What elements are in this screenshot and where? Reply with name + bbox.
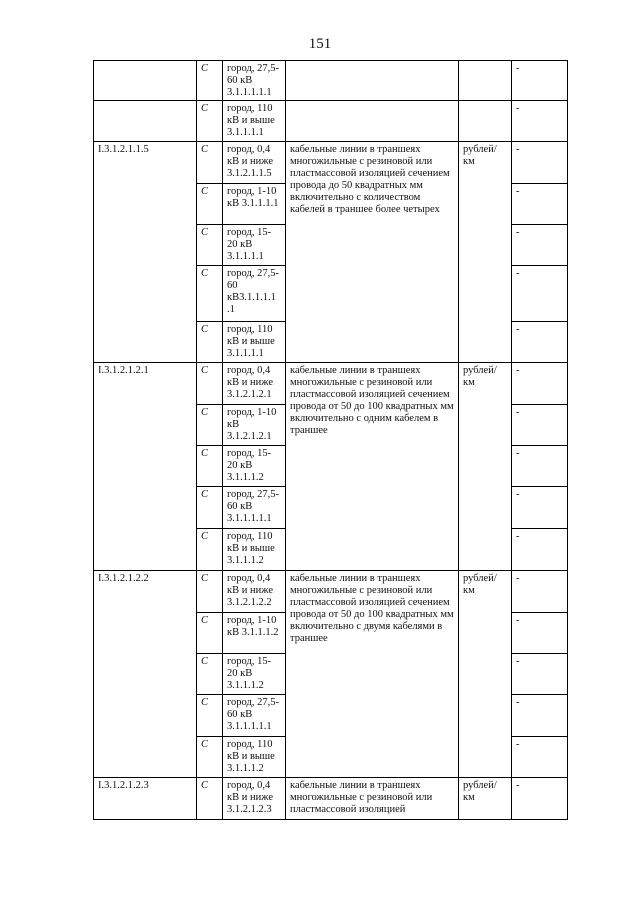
table-body xyxy=(94,61,568,820)
category-letter: С xyxy=(197,613,223,654)
value-cell: - xyxy=(512,446,568,487)
item-description xyxy=(286,61,459,101)
category-letter: С xyxy=(197,487,223,529)
unit-of-measure: рублей/ км xyxy=(459,142,512,363)
table-row xyxy=(94,571,568,613)
unit-of-measure: рублей/ км xyxy=(459,363,512,571)
category-letter: С xyxy=(197,266,223,322)
voltage-class: город, 27,5-60 кВ 3.1.1.1.1.1 xyxy=(223,61,286,101)
table-row xyxy=(94,363,568,405)
value-cell: - xyxy=(512,405,568,446)
item-code: I.3.1.2.1.2.3 xyxy=(94,778,197,820)
item-code: I.3.1.2.1.2.1 xyxy=(94,363,197,571)
value-cell: - xyxy=(512,613,568,654)
unit-of-measure xyxy=(459,61,512,101)
unit-of-measure xyxy=(459,101,512,142)
category-letter: С xyxy=(197,405,223,446)
value-cell: - xyxy=(512,695,568,737)
item-description xyxy=(286,101,459,142)
voltage-class: город, 0,4 кВ и ниже 3.1.2.1.2.3 xyxy=(223,778,286,820)
item-code: I.3.1.2.1.2.2 xyxy=(94,571,197,778)
value-cell: - xyxy=(512,322,568,363)
value-cell: - xyxy=(512,266,568,322)
unit-of-measure: рублей/ км xyxy=(459,778,512,820)
category-letter: С xyxy=(197,142,223,184)
table-row xyxy=(94,61,568,101)
value-cell: - xyxy=(512,61,568,101)
unit-of-measure: рублей/ км xyxy=(459,571,512,778)
category-letter: С xyxy=(197,225,223,266)
item-description: кабельные линии в траншеях многожильные с резиновой или пластмассовой изоляцией сечением провода от 50 до 100 квадратных мм включительно с одним кабелем в траншее xyxy=(286,363,459,571)
voltage-class: город, 0,4 кВ и ниже 3.1.2.1.1.5 xyxy=(223,142,286,184)
voltage-class: город, 27,5-60 кВ 3.1.1.1.1.1 xyxy=(223,695,286,737)
table-row xyxy=(94,778,568,820)
item-description: кабельные линии в траншеях многожильные с резиновой или пластмассовой изоляцией сечением провода от 50 до 100 квадратных мм включительно с двумя кабелями в траншее xyxy=(286,571,459,778)
voltage-class: город, 15-20 кВ 3.1.1.1.2 xyxy=(223,654,286,695)
voltage-class: город, 1-10 кВ 3.1.1.1.2 xyxy=(223,613,286,654)
item-description: кабельные линии в траншеях многожильные с резиновой или пластмассовой изоляцией сечением провода до 50 квадратных мм включительно с количеством кабелей в траншее более четырех xyxy=(286,142,459,363)
category-letter: С xyxy=(197,101,223,142)
voltage-class: город, 110 кВ и выше 3.1.1.1.1 xyxy=(223,322,286,363)
table-row xyxy=(94,101,568,142)
category-letter: С xyxy=(197,654,223,695)
value-cell: - xyxy=(512,571,568,613)
category-letter: С xyxy=(197,363,223,405)
voltage-class: город, 110 кВ и выше 3.1.1.1.1 xyxy=(223,101,286,142)
value-cell: - xyxy=(512,487,568,529)
voltage-class: город, 15-20 кВ 3.1.1.1.2 xyxy=(223,446,286,487)
category-letter: С xyxy=(197,737,223,778)
category-letter: С xyxy=(197,61,223,101)
voltage-class: город, 27,5-60 кВ 3.1.1.1.1.1 xyxy=(223,487,286,529)
tariff-table xyxy=(93,60,568,820)
category-letter: С xyxy=(197,322,223,363)
value-cell: - xyxy=(512,363,568,405)
voltage-class: город, 1-10 кВ 3.1.2.1.2.1 xyxy=(223,405,286,446)
item-code: I.3.1.2.1.1.5 xyxy=(94,142,197,363)
value-cell: - xyxy=(512,654,568,695)
value-cell: - xyxy=(512,529,568,571)
category-letter: С xyxy=(197,571,223,613)
category-letter: С xyxy=(197,695,223,737)
value-cell: - xyxy=(512,184,568,225)
value-cell: - xyxy=(512,225,568,266)
value-cell: - xyxy=(512,778,568,820)
voltage-class: город, 1-10 кВ 3.1.1.1.1 xyxy=(223,184,286,225)
voltage-class: город, 27,5-60 кВ3.1.1.1.1 .1 xyxy=(223,266,286,322)
voltage-class: город, 110 кВ и выше 3.1.1.1.2 xyxy=(223,737,286,778)
voltage-class: город, 0,4 кВ и ниже 3.1.2.1.2.1 xyxy=(223,363,286,405)
category-letter: С xyxy=(197,184,223,225)
page-number: 151 xyxy=(308,36,332,52)
value-cell: - xyxy=(512,101,568,142)
category-letter: С xyxy=(197,529,223,571)
item-code xyxy=(94,61,197,101)
item-code xyxy=(94,101,197,142)
voltage-class: город, 110 кВ и выше 3.1.1.1.2 xyxy=(223,529,286,571)
voltage-class: город, 15-20 кВ 3.1.1.1.1 xyxy=(223,225,286,266)
item-description: кабельные линии в траншеях многожильные с резиновой или пластмассовой изоляцией xyxy=(286,778,459,820)
value-cell: - xyxy=(512,142,568,184)
category-letter: С xyxy=(197,778,223,820)
category-letter: С xyxy=(197,446,223,487)
voltage-class: город, 0,4 кВ и ниже 3.1.2.1.2.2 xyxy=(223,571,286,613)
value-cell: - xyxy=(512,737,568,778)
table-row xyxy=(94,142,568,184)
